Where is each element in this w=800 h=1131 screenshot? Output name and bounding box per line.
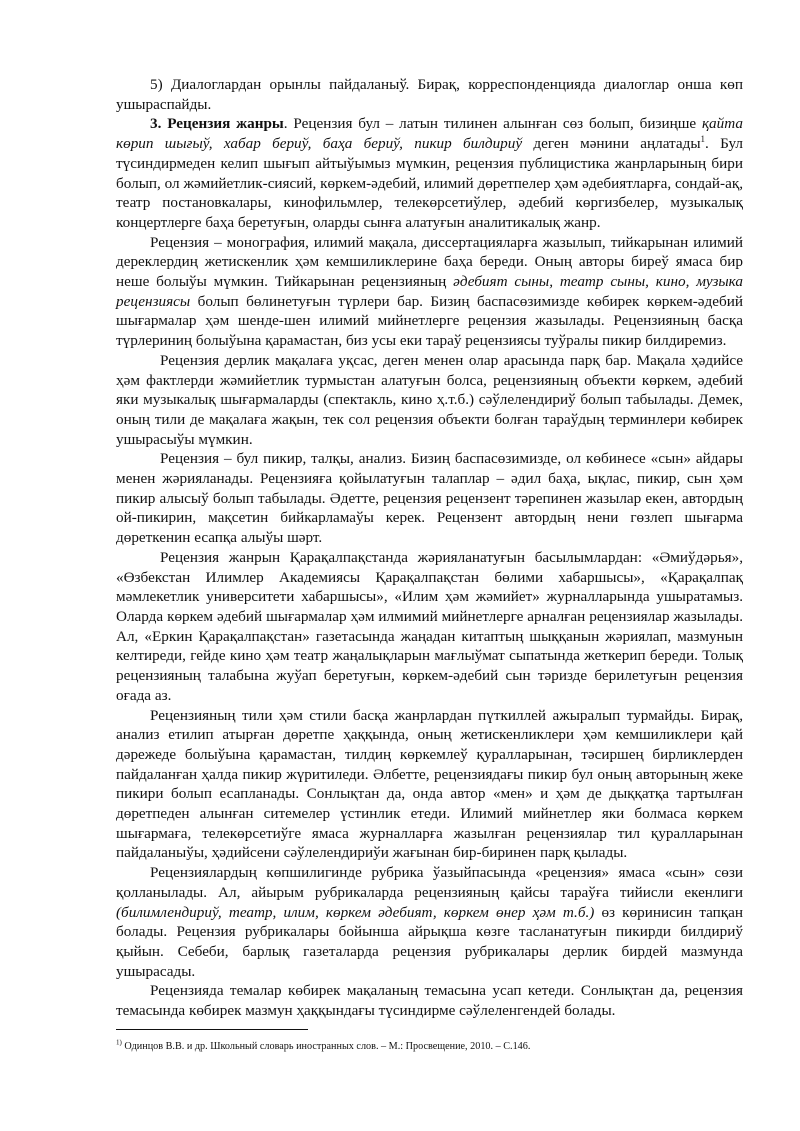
text-run: әдебият сыны, театр сыны, кино, музыка рецензиясы <box>116 273 743 310</box>
footnote-text: Одинцов В.В. и др. Школьный словарь иностранных слов. – М.: Просвещение, 2010. – С.146. <box>121 1041 531 1052</box>
body-text <box>116 75 743 1021</box>
paragraph-p7 <box>116 706 743 864</box>
text-run: Рецензия – монография, илимий мақала, диссертацияларға жазылып, тийкарынан илимий дереклердиң жетискенлик ҳәм кемшиликлерине баҳа береди. Оның авторы биреў ямаса бир неше болыўы мүмкин. Тийкарынан рецензияның <box>116 233 743 291</box>
text-run: болып бөлинетуғын түрлери бар. Бизиң баспасөзимизде көбирек көркем-әдебий шығармалар ҳәм шенде-шен илимий мийнетлерге рецензия жазылады. Рецензияның басқа түрлериниң болыўына қарамастан, биз усы еки тараў рецензиясы туўралы пикир билдиремиз. <box>116 292 743 350</box>
footnote-reference: 1 <box>700 134 706 145</box>
text-run: . Рецензия бул – латын тилинен алынған сөз болып, бизиңше <box>283 115 702 133</box>
footnote-separator <box>116 1029 308 1030</box>
paragraph-p5 <box>116 449 743 548</box>
text-run: деген мәнини аңлатады <box>522 135 701 153</box>
text-run: Рецензия жанрын Қарақалпақстанда жәрияланатуғын басылымлардан: «Әмиўдәрья», «Өзбекстан Илимлер Академиясы Қарақалпақстан бөлими хабаршысы», «Қарақалпақ мәмлекетлик университети хабаршысы», «Илим ҳәм жәмийет» журналларында ушыратамыз. Оларда көркем әдебий шығармалар ҳәм илмимий мийнетлерге арналған рецензиялар жазылады. Ал, «Еркин Қарақалпақстан» газетасында жаңадан китаптың шыққанын жәриялап, мазмунын келтиреди, гейде кино ҳәм театр жаңалықларын мағлыўмат сыпатында жеткерип береди. Толық рецензияның талабына жуўап беретуғын, көркем-әдебий сын тәризде берилетуғын рецензия оғада аз. <box>116 548 743 704</box>
footnote <box>116 1040 743 1054</box>
footnote-marker: 1) <box>116 1038 122 1047</box>
text-run: 5) Диалоглардан орынлы пайдаланыў. Бирақ, корреспонденцияда диалоглар онша көп ушыраспайды. <box>116 76 743 113</box>
text-run: (билимлендириў, театр, илим, көркем әдебият, көркем өнер ҳәм т.б.) <box>116 903 595 921</box>
paragraph-p2 <box>116 114 743 232</box>
text-run: Рецензияда темалар көбирек мақаланың темасына усап кетеди. Сонлықтан да, рецензия темасында көбирек мазмун ҳаққындағы түсиндирме сәўлеленгендей болады. <box>116 982 743 1020</box>
paragraph-p6 <box>116 548 743 706</box>
text-run: 3. Рецензия жанры <box>150 115 284 133</box>
text-run: Рецензия дерлик мақалаға уқсас, деген менен олар арасында парқ бар. Мақала ҳәдийсе ҳәм фактлерди жәмийетлик турмыстан алатуғын болса, рецензияның объекти көркем, әдебий яки музыкалық шығармаларды (спектакль, кино ҳ.т.б.) сәўлелендириў болып табылады. Демек, оның тили де мақалаға жақын, тек сол рецензия объекти болған тараўдың терминлери көбирек ушырасыўы мүмкин. <box>116 351 743 448</box>
paragraph-p1 <box>116 75 743 114</box>
text-run: Рецензия – бул пикир, талқы, анализ. Бизиң баспасөзимизде, ол көбинесе «сын» айдары менен жәрияланады. Рецензияға қойылатуғын талаплар – әдил баҳа, ықлас, пикир, сын ҳәм пикир алысыў болып табылады. Әдетте, рецензия рецензент тәрепинен жазылар екен, автордың ой-пикирин, мақсетин бийкарламаўы керек. Рецензент автордың нени гөзлеп шығарма дөреткенин есапқа алыўы шәрт. <box>116 450 743 547</box>
paragraph-p3 <box>116 233 743 351</box>
paragraph-p9 <box>116 981 743 1020</box>
text-run: Рецензияның тили ҳәм стили басқа жанрлардан пүткиллей ажыралып турмайды. Бирақ, анализ етилип атырған дөретпе ҳаққында, оның жетискенликлери ҳәм кемшиликлери қай дәрежеде болыўына қарамастан, тилдиң көркемлеў қуралларынан, тәсиршең бирликлерден пайдаланған ҳалда пикир жүритиледи. Әлбетте, рецензиядағы пикир бул оның авторының жеке пикири болып есапланады. Сонлықтан да, онда автор «мен» и ҳәм де дыққатқа тартылған дөретпеден алынған ситемелер үстинлик етеди. Илимий мийнетлер яки болмаса көркем шығармаға, телекөрсетиўге ямаса журналларға жазылған рецензиялар тил қуралларынан пайдаланыўы, ҳәдийсени сәўлелендириўи жағынан бир-биринен парқ қылады. <box>116 706 743 862</box>
text-run: Рецензиялардың көпшилигинде рубрика ўазыйпасында «рецензия» ямаса «сын» сөзи қолланылады. Ал, айырым рубрикаларда рецензияның қайсы тараўға тийисли екенлиги <box>116 864 743 901</box>
text-run: . Бул түсиндирмеден келип шығып айтыўымыз мүмкин, рецензия публицистика жанрларының бири болып, ол жәмийетлик-сиясий, көркем-әдебий, илимий дөретпелер ҳәм әдебиятларға, сондай-ақ, театр постановкалары, кинофильмлер, телекөрсетиўлер, әдебий көргизбелер, музыкалық концертлерге баҳа беретуғын, оларды сынға алатуғын аналитикалық жанр. <box>116 135 743 231</box>
paragraph-p8 <box>116 863 743 981</box>
text-run: өз көринисин тапқан болады. Рецензия рубрикалары бойынша айрықша көзге тасланатуғын пикирди билдириў қыйын. Себеби, барлық газеталарда рецензия рубрикалары дерлик бирдей мазмунда ушырасады. <box>116 903 743 980</box>
text-run: қайта көрип шығыў, хабар бериў, баҳа бериў, пикир билдириў <box>116 115 743 153</box>
paragraph-p4 <box>116 351 743 450</box>
